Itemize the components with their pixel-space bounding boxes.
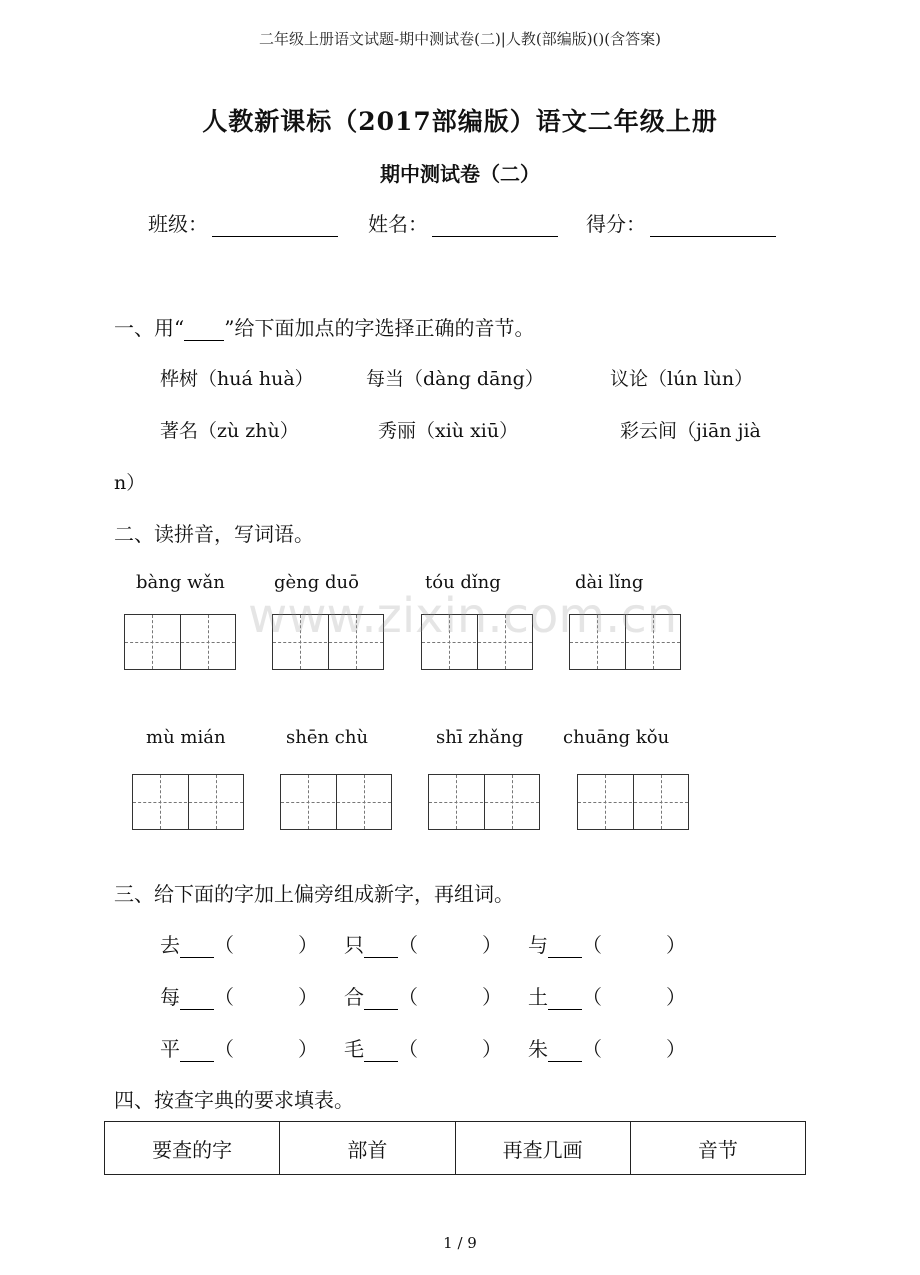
name-field [368, 208, 558, 237]
radical-paren-close: ） [482, 985, 502, 1009]
section1-title: 一、用“ ”给下面加点的字选择正确的音节。 [114, 316, 535, 340]
section4-title: 四、按查字典的要求填表。 [114, 1088, 354, 1112]
name-label: 姓名： [368, 212, 428, 236]
table-header-cell: 要查的字 [105, 1122, 280, 1175]
radical-paren-close: ） [482, 933, 502, 957]
exam-title: 人教新课标（2017部编版）语文二年级上册 [202, 107, 718, 136]
section1-item-wrap: n） [114, 472, 146, 494]
table-header-cell: 部首 [280, 1122, 455, 1175]
score-blank [650, 212, 776, 237]
section3-title: 三、给下面的字加上偏旁组成新字，再组词。 [114, 882, 514, 906]
radical-item: 只 （ [344, 933, 418, 957]
page-indicator: 1 / 9 [443, 1234, 477, 1252]
writing-grid[interactable] [124, 614, 236, 670]
radical-paren-close: ） [666, 985, 686, 1009]
score-field [586, 208, 776, 237]
writing-grid[interactable] [132, 774, 244, 830]
pinyin-label: dài lǐng [575, 572, 644, 593]
radical-item: 土 （ [528, 985, 602, 1009]
radical-paren-close: ） [482, 1037, 502, 1061]
radical-paren-close: ） [298, 933, 318, 957]
radical-item: 合 （ [344, 985, 418, 1009]
watermark: www.zixin.com.cn [248, 588, 678, 644]
radical-paren-close: ） [666, 933, 686, 957]
radical-item: 朱 （ [528, 1037, 602, 1061]
radical-item: 毛 （ [344, 1037, 418, 1061]
section1-item: 秀丽（xiù xiū） [378, 420, 519, 442]
dictionary-table [104, 1121, 806, 1175]
section1-item: 议论（lún lùn） [610, 368, 754, 390]
score-label: 得分： [586, 212, 646, 236]
pinyin-label: mù mián [146, 727, 226, 748]
section1-item: 桦树（huá huà） [160, 368, 314, 390]
pinyin-label: shī zhǎng [436, 727, 524, 748]
radical-item: 去 （ [160, 933, 234, 957]
section1-item: 彩云间（jiān jià [620, 420, 761, 442]
radical-item: 与 （ [528, 933, 602, 957]
writing-grid[interactable] [428, 774, 540, 830]
pinyin-label: gèng duō [274, 572, 359, 593]
class-label: 班级： [148, 212, 208, 236]
section1-item: 著名（zù zhù） [160, 420, 299, 442]
writing-grid[interactable] [577, 774, 689, 830]
section2-title: 二、读拼音，写词语。 [114, 522, 314, 546]
pinyin-label: bàng wǎn [136, 572, 225, 593]
writing-grid[interactable] [280, 774, 392, 830]
section1-title-blank [184, 320, 224, 341]
section1-item: 每当（dàng dāng） [366, 368, 544, 390]
pinyin-label: tóu dǐng [425, 572, 501, 593]
radical-item: 每 （ [160, 985, 234, 1009]
document-header: 二年级上册语文试题-期中测试卷(二)|人教(部编版)()(含答案) [259, 30, 661, 48]
pinyin-label: shēn chù [286, 727, 369, 748]
table-header-row [105, 1122, 806, 1175]
table-header-cell: 音节 [630, 1122, 805, 1175]
radical-paren-close: ） [666, 1037, 686, 1061]
radical-paren-close: ） [298, 985, 318, 1009]
name-blank [432, 212, 558, 237]
radical-item: 平 （ [160, 1037, 234, 1061]
class-field [148, 208, 338, 237]
table-header-cell: 再查几画 [455, 1122, 630, 1175]
radical-paren-close: ） [298, 1037, 318, 1061]
pinyin-label: chuāng kǒu [563, 727, 670, 748]
exam-subtitle: 期中测试卷（二） [380, 162, 540, 186]
class-blank [212, 212, 338, 237]
